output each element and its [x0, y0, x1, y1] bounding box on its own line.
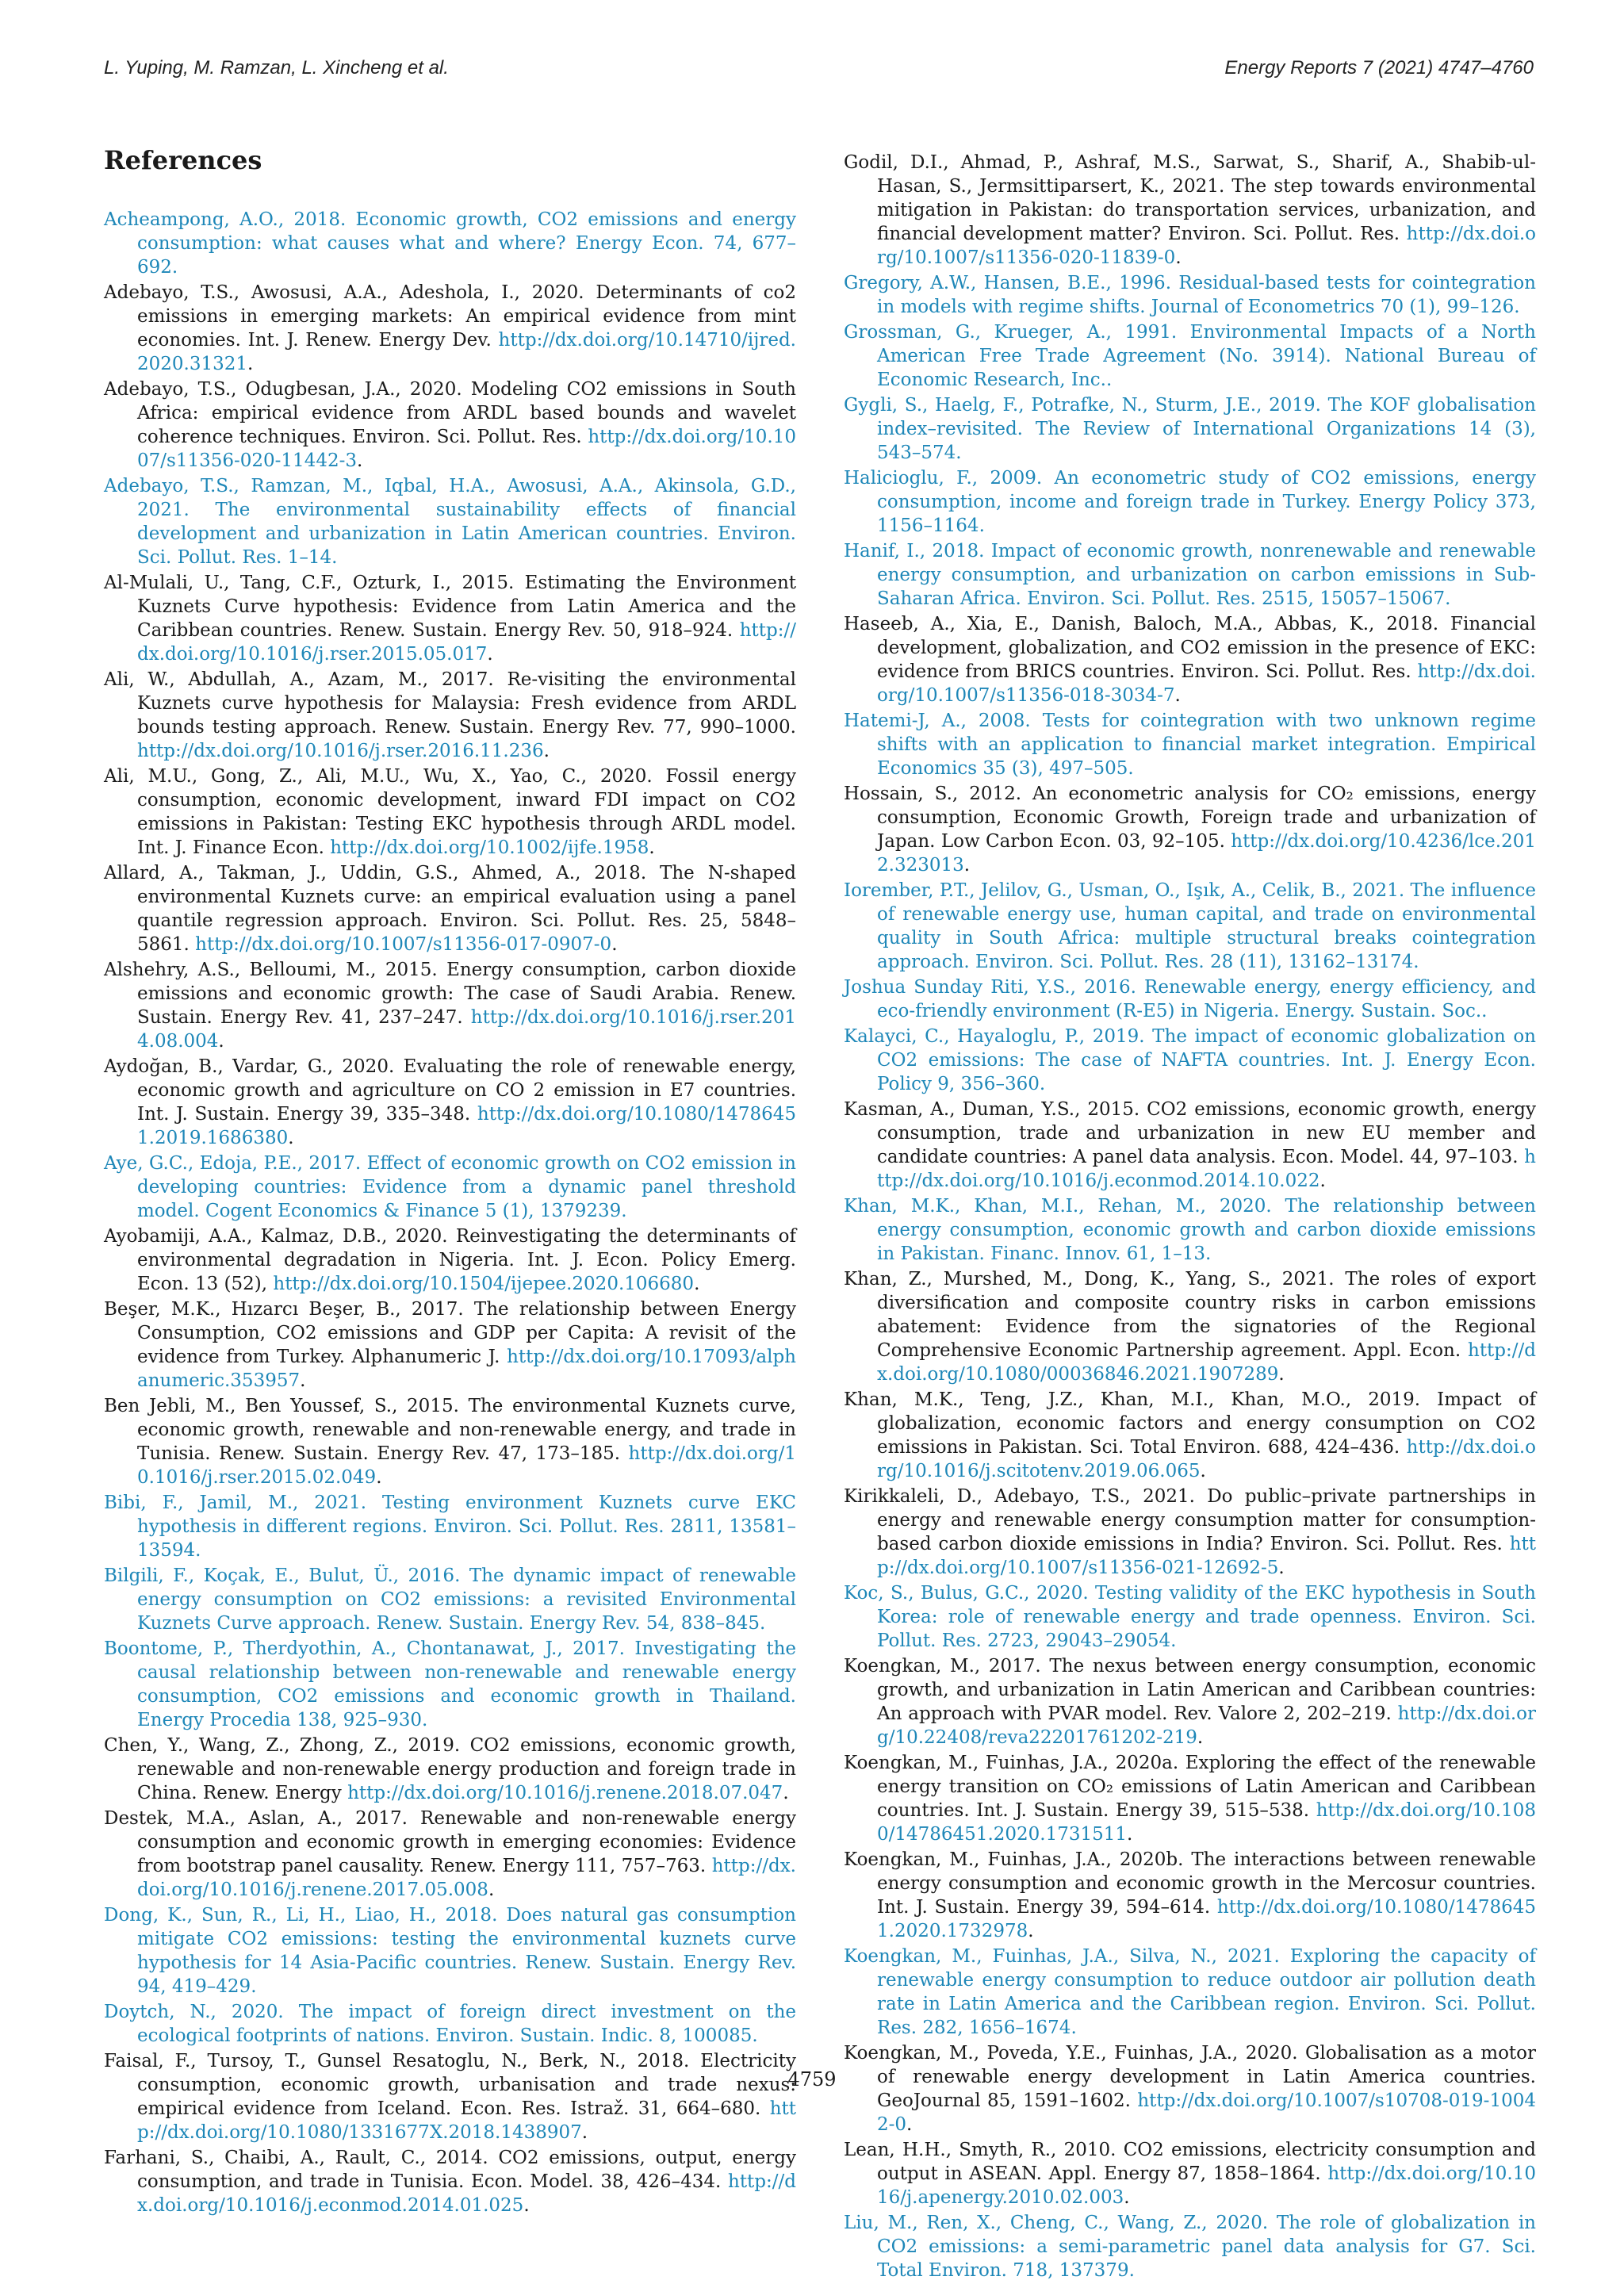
reference-text: Kasman, A., Duman, Y.S., 2015. CO2 emissions, economic growth, energy consumption, trade and urbanization in new EU member and candidate countries: A panel data analysis. Econ. Model. 44, 97–103. — [844, 1099, 1536, 1167]
reference-entry: Allard, A., Takman, J., Uddin, G.S., Ahmed, A., 2018. The N-shaped environmental Kuznets curve: an empirical evaluation using a panel quantile regression approach. Environ. Sci. Pollut. Res. 25, 5848–5861. http://dx.doi.org/10.1007/s11356-017-0907-0. — [104, 863, 796, 955]
reference-doi-link[interactable]: http://dx.doi.org/10.1080/14786451.2020.1731511 — [877, 1800, 1536, 1845]
reference-doi-link[interactable]: http://dx.doi.org/10.1007/s11356-020-11442-3 — [137, 427, 796, 471]
reference-doi-link[interactable]: http://dx.doi.org/10.1016/j.econmod.2014.01.025 — [137, 2171, 796, 2216]
reference-doi-link[interactable]: http://dx.doi.org/10.4236/lce.2012.323013 — [877, 831, 1536, 876]
running-header-journal: Energy Reports 7 (2021) 4747–4760 — [1224, 57, 1534, 79]
reference-text: Khan, Z., Murshed, M., Dong, K., Yang, S., 2021. The roles of export diversification and composite country risks in carbon emissions abatement: Evidence from the signatories of the Regional Comprehensive Economic Partnership agreement. Appl. Econ. — [844, 1269, 1536, 1361]
references-right-column — [844, 151, 1536, 2284]
reference-text: Iorember, P.T., Jelilov, G., Usman, O., Işık, A., Celik, B., 2021. The influence of renewable energy use, human capital, and trade on environmental quality in South Africa: multiple structural breaks cointegration approach. Environ. Sci. Pollut. Res. 28 (11), 13162–13174. — [844, 880, 1536, 972]
reference-doi-link[interactable]: http://dx.doi.org/10.1016/j.econmod.2014.10.022 — [877, 1147, 1536, 1191]
reference-doi-link[interactable]: http://dx.doi.org/10.1007/s11356-018-3034-7 — [877, 661, 1536, 706]
reference-entry: Faisal, F., Tursoy, T., Gunsel Resatoglu, N., Berk, N., 2018. Electricity consumption, economic growth, urbanisation and trade nexus: empirical evidence from Iceland. Econ. Res. Istraž. 31, 664–680. http://dx.doi.org/10.1080/1331677X.2018.1438907. — [104, 2051, 796, 2143]
reference-text: Halicioglu, F., 2009. An econometric study of CO2 emissions, energy consumption, income and foreign trade in Turkey. Energy Policy 373, 1156–1164. — [844, 468, 1536, 536]
reference-entry[interactable] — [844, 320, 1536, 392]
reference-entry: Adebayo, T.S., Odugbesan, J.A., 2020. Modeling CO2 emissions in South Africa: empirical evidence from ARDL based bounds and wavelet coherence techniques. Environ. Sci. Pollut. Res. http://dx.doi.org/10.1007/s11356-020-11442-3. — [104, 379, 796, 471]
reference-doi-link[interactable]: http://dx.doi.org/10.1016/j.renene.2018.07.047 — [347, 1783, 783, 1803]
reference-doi-link[interactable]: http://dx.doi.org/10.1016/j.renene.2017.05.008 — [137, 1856, 796, 1900]
reference-entry: Beşer, M.K., Hızarcı Beşer, B., 2017. The relationship between Energy Consumption, CO2 emissions and GDP per Capita: A revisit of the evidence from Turkey. Alphanumeric J. http://dx.doi.org/10.17093/alphanumeric.353957. — [104, 1299, 796, 1391]
reference-entry: Adebayo, T.S., Awosusi, A.A., Adeshola, I., 2020. Determinants of co2 emissions in emerging markets: An empirical evidence from mint economies. Int. J. Renew. Energy Dev. http://dx.doi.org/10.14710/ijred.2020.31321. — [104, 282, 796, 374]
reference-text: Bibi, F., Jamil, M., 2021. Testing environment Kuznets curve EKC hypothesis in different regions. Environ. Sci. Pollut. Res. 2811, 13581–13594. — [104, 1493, 796, 1561]
reference-doi-link[interactable]: http://dx.doi.org/10.1016/j.scitotenv.2019.06.065 — [877, 1437, 1536, 1481]
reference-text: Ben Jebli, M., Ben Youssef, S., 2015. The environmental Kuznets curve, economic growth, renewable and non-renewable energy, and trade in Tunisia. Renew. Sustain. Energy Rev. 47, 173–185. — [104, 1396, 796, 1464]
reference-text: Koengkan, M., 2017. The nexus between energy consumption, economic growth, and urbanization in Latin American and Caribbean countries: An approach with PVAR model. Rev. Valore 2, 202–219. — [844, 1656, 1536, 1724]
reference-entry: Koengkan, M., Poveda, Y.E., Fuinhas, J.A., 2020. Globalisation as a motor of renewable energy development in Latin America countries. GeoJournal 85, 1591–1602. http://dx.doi.org/10.1007/s10708-019-10042-0. — [844, 2043, 1536, 2135]
reference-doi-link[interactable]: http://dx.doi.org/10.1016/j.rser.2015.02.049 — [137, 1443, 796, 1488]
reference-text: Kirikkaleli, D., Adebayo, T.S., 2021. Do public–private partnerships in energy and renewable energy consumption matter for consumption-based carbon dioxide emissions in India? Environ. Sci. Pollut. Res. — [844, 1486, 1536, 1554]
reference-text: Faisal, F., Tursoy, T., Gunsel Resatoglu, N., Berk, N., 2018. Electricity consumption, economic growth, urbanisation and trade nexus: empirical evidence from Iceland. Econ. Res. Istraž. 31, 664–680. — [104, 2051, 796, 2119]
reference-text: Joshua Sunday Riti, Y.S., 2016. Renewable energy, energy efficiency, and eco-friendly environment (R-E5) in Nigeria. Energy. Sustain. Soc.. — [844, 977, 1536, 1021]
reference-entry: Ayobamiji, A.A., Kalmaz, D.B., 2020. Reinvestigating the determinants of environmental degradation in Nigeria. Int. J. Econ. Policy Emerg. Econ. 13 (52), http://dx.doi.org/10.1504/ijepee.2020.106680. — [104, 1226, 796, 1294]
reference-doi-link[interactable]: http://dx.doi.org/10.1016/j.rser.2015.05.017 — [137, 620, 796, 665]
reference-entry: Hossain, S., 2012. An econometric analysis for CO₂ emissions, energy consumption, Economic Growth, Foreign trade and urbanization of Japan. Low Carbon Econ. 03, 92–105. http://dx.doi.org/10.4236/lce.2012.323013. — [844, 784, 1536, 876]
reference-text: Koengkan, M., Fuinhas, J.A., Silva, N., 2021. Exploring the capacity of renewable energy consumption to reduce outdoor air pollution death rate in Latin America and the Caribbean region. Environ. Sci. Pollut. Res. 282, 1656–1674. — [844, 1946, 1536, 2038]
reference-doi-link[interactable]: http://dx.doi.org/10.1504/ijepee.2020.106680 — [273, 1274, 695, 1294]
reference-text: Kalayci, C., Hayaloglu, P., 2019. The impact of economic globalization on CO2 emissions: The case of NAFTA countries. Int. J. Energy Econ. Policy 9, 356–360. — [844, 1026, 1536, 1094]
reference-entry: Destek, M.A., Aslan, A., 2017. Renewable and non-renewable energy consumption and economic growth in emerging economies: Evidence from bootstrap panel causality. Renew. Energy 111, 757–763. http://dx.doi.org/10.1016/j.renene.2017.05.008. — [104, 1808, 796, 1900]
reference-text: Farhani, S., Chaibi, A., Rault, C., 2014. CO2 emissions, output, energy consumption, and trade in Tunisia. Econ. Model. 38, 426–434. — [104, 2148, 796, 2192]
reference-doi-link[interactable]: http://dx.doi.org/10.1080/14786451.2020.1732978 — [877, 1897, 1536, 1941]
reference-entry[interactable] — [844, 393, 1536, 465]
reference-text: Adebayo, T.S., Awosusi, A.A., Adeshola, I., 2020. Determinants of co2 emissions in emerging markets: An empirical evidence from mint economies. Int. J. Renew. Energy Dev. — [104, 282, 796, 351]
reference-doi-link[interactable]: http://dx.doi.org/10.1007/s11356-021-12692-5 — [877, 1534, 1536, 1578]
reference-entry: Ali, M.U., Gong, Z., Ali, M.U., Wu, X., Yao, C., 2020. Fossil energy consumption, economic development, inward FDI impact on CO2 emissions in Pakistan: Testing EKC hypothesis through ARDL model. Int. J. Finance Econ. http://dx.doi.org/10.1002/ijfe.1958. — [104, 766, 796, 858]
reference-entry: Godil, D.I., Ahmad, P., Ashraf, M.S., Sarwat, S., Sharif, A., Shabib-ul-Hasan, S., Jermsittiparsert, K., 2021. The step towards environmental mitigation in Pakistan: do transportation services, urbanization, and financial development matter? Environ. Sci. Pollut. Res. http://dx.doi.org/10.1007/s11356-020-11839-0. — [844, 152, 1536, 268]
reference-text: Beşer, M.K., Hızarcı Beşer, B., 2017. The relationship between Energy Consumption, CO2 emissions and GDP per Capita: A revisit of the evidence from Turkey. Alphanumeric J. — [104, 1299, 796, 1367]
reference-entry[interactable] — [104, 1903, 796, 1998]
reference-doi-link[interactable]: http://dx.doi.org/10.1007/s11356-020-11839-0 — [877, 224, 1536, 268]
reference-text: Hossain, S., 2012. An econometric analysis for CO₂ emissions, energy consumption, Economic Growth, Foreign trade and urbanization of Japan. Low Carbon Econ. 03, 92–105. — [844, 784, 1536, 852]
reference-entry[interactable] — [844, 975, 1536, 1023]
reference-entry: Khan, Z., Murshed, M., Dong, K., Yang, S., 2021. The roles of export diversification and composite country risks in carbon emissions abatement: Evidence from the signatories of the Regional Comprehensive Economic Partnership agreement. Appl. Econ. http://dx.doi.org/10.1080/00036846.2021.1907289. — [844, 1269, 1536, 1385]
reference-text: Aydoğan, B., Vardar, G., 2020. Evaluating the role of renewable energy, economic growth and agriculture on CO 2 emission in E7 countries. Int. J. Sustain. Energy 39, 335–348. — [104, 1056, 796, 1125]
reference-text: Adebayo, T.S., Odugbesan, J.A., 2020. Modeling CO2 emissions in South Africa: empirical evidence from ARDL based bounds and wavelet coherence techniques. Environ. Sci. Pollut. Res. — [104, 379, 796, 447]
reference-text: Godil, D.I., Ahmad, P., Ashraf, M.S., Sarwat, S., Sharif, A., Shabib-ul-Hasan, S., Jermsittiparsert, K., 2021. The step towards environmental mitigation in Pakistan: do transportation services, urbanization, and financial development matter? Environ. Sci. Pollut. Res. — [844, 152, 1536, 244]
reference-text: Allard, A., Takman, J., Uddin, G.S., Ahmed, A., 2018. The N-shaped environmental Kuznets curve: an empirical evaluation using a panel quantile regression approach. Environ. Sci. Pollut. Res. 25, 5848–5861. — [104, 863, 796, 955]
reference-entry[interactable] — [844, 709, 1536, 780]
reference-entry[interactable] — [844, 1945, 1536, 2040]
reference-doi-link[interactable]: http://dx.doi.org/10.1016/j.rser.2014.08.004 — [137, 1007, 796, 1052]
reference-text: Ali, M.U., Gong, Z., Ali, M.U., Wu, X., Yao, C., 2020. Fossil energy consumption, economic development, inward FDI impact on CO2 emissions in Pakistan: Testing EKC hypothesis through ARDL model. Int. J. Finance Econ. — [104, 766, 796, 858]
reference-entry[interactable] — [844, 1194, 1536, 1266]
reference-text: Koengkan, M., Poveda, Y.E., Fuinhas, J.A., 2020. Globalisation as a motor of renewable energy development in Latin America countries. GeoJournal 85, 1591–1602. — [844, 2043, 1536, 2111]
reference-text: Ali, W., Abdullah, A., Azam, M., 2017. Re-visiting the environmental Kuznets curve hypothesis for Malaysia: Fresh evidence from ARDL bounds testing approach. Renew. Sustain. Energy Rev. 77, 990–1000. — [104, 669, 796, 738]
reference-entry[interactable] — [104, 1152, 796, 1223]
reference-doi-link[interactable]: http://dx.doi.org/10.1016/j.rser.2016.11.236 — [137, 741, 544, 761]
reference-entry: Ben Jebli, M., Ben Youssef, S., 2015. The environmental Kuznets curve, economic growth, renewable and non-renewable energy, and trade in Tunisia. Renew. Sustain. Energy Rev. 47, 173–185. http://dx.doi.org/10.1016/j.rser.2015.02.049. — [104, 1396, 796, 1488]
reference-doi-link[interactable]: http://dx.doi.org/10.1007/s10708-019-10042-0 — [877, 2090, 1536, 2135]
reference-doi-link[interactable]: http://dx.doi.org/10.22408/reva22201761202-219 — [877, 1703, 1536, 1748]
reference-text: Doytch, N., 2020. The impact of foreign direct investment on the ecological footprints of nations. Environ. Sustain. Indic. 8, 100085. — [104, 2002, 796, 2046]
reference-text: Dong, K., Sun, R., Li, H., Liao, H., 2018. Does natural gas consumption mitigate CO2 emissions: testing the environmental kuznets curve hypothesis for 14 Asia-Pacific countries. Renew. Sustain. Energy Rev. 94, 419–429. — [104, 1905, 796, 1997]
reference-doi-link[interactable]: http://dx.doi.org/10.1080/00036846.2021.1907289 — [877, 1340, 1536, 1385]
reference-text: Khan, M.K., Teng, J.Z., Khan, M.I., Khan, M.O., 2019. Impact of globalization, economic factors and energy consumption on CO2 emissions in Pakistan. Sci. Total Environ. 688, 424–436. — [844, 1389, 1536, 1458]
reference-doi-link[interactable]: http://dx.doi.org/10.14710/ijred.2020.31321 — [137, 330, 796, 374]
reference-entry[interactable] — [844, 879, 1536, 974]
reference-text: Haseeb, A., Xia, E., Danish, Baloch, M.A., Abbas, K., 2018. Financial development, globalization, and CO2 emission in the presence of EKC: evidence from BRICS countries. Environ. Sci. Pollut. Res. — [844, 614, 1536, 682]
reference-text: Koengkan, M., Fuinhas, J.A., 2020b. The interactions between renewable energy consumption and economic growth in the Mercosur countries. Int. J. Sustain. Energy 39, 594–614. — [844, 1849, 1536, 1918]
reference-entry[interactable] — [844, 2211, 1536, 2282]
reference-entry[interactable] — [844, 1581, 1536, 1653]
reference-entry[interactable] — [104, 1564, 796, 1635]
reference-text: Khan, M.K., Khan, M.I., Rehan, M., 2020. The relationship between energy consumption, economic growth and carbon dioxide emissions in Pakistan. Financ. Innov. 61, 1–13. — [844, 1196, 1536, 1264]
reference-entry[interactable] — [844, 271, 1536, 319]
reference-text: Boontome, P., Therdyothin, A., Chontanawat, J., 2017. Investigating the causal relationship between non-renewable and renewable energy consumption, CO2 emissions and economic growth in Thailand. Energy Procedia 138, 925–930. — [104, 1638, 796, 1730]
reference-text: Ayobamiji, A.A., Kalmaz, D.B., 2020. Reinvestigating the determinants of environmental degradation in Nigeria. Int. J. Econ. Policy Emerg. Econ. 13 (52), — [104, 1226, 796, 1294]
reference-doi-link[interactable]: http://dx.doi.org/10.1080/14786451.2019.1686380 — [137, 1104, 796, 1148]
reference-entry: Al-Mulali, U., Tang, C.F., Ozturk, I., 2015. Estimating the Environment Kuznets Curve hypothesis: Evidence from Latin America and the Caribbean countries. Renew. Sustain. Energy Rev. 50, 918–924. http://dx.doi.org/10.1016/j.rser.2015.05.017. — [104, 573, 796, 665]
reference-entry: Ali, W., Abdullah, A., Azam, M., 2017. Re-visiting the environmental Kuznets curve hypothesis for Malaysia: Fresh evidence from ARDL bounds testing approach. Renew. Sustain. Energy Rev. 77, 990–1000. http://dx.doi.org/10.1016/j.rser.2016.11.236. — [104, 669, 796, 761]
reference-text: Koengkan, M., Fuinhas, J.A., 2020a. Exploring the effect of the renewable energy transition on CO₂ emissions of Latin American and Caribbean countries. Int. J. Sustain. Energy 39, 515–538. — [844, 1753, 1536, 1821]
reference-text: Chen, Y., Wang, Z., Zhong, Z., 2019. CO2 emissions, economic growth, renewable and non-renewable energy production and foreign trade in China. Renew. Energy — [104, 1735, 796, 1803]
reference-entry: Chen, Y., Wang, Z., Zhong, Z., 2019. CO2 emissions, economic growth, renewable and non-renewable energy production and foreign trade in China. Renew. Energy http://dx.doi.org/10.1016/j.renene.2018.07.047. — [104, 1735, 796, 1803]
reference-entry[interactable] — [844, 1025, 1536, 1096]
reference-doi-link[interactable]: http://dx.doi.org/10.1016/j.apenergy.2010.02.003 — [877, 2163, 1536, 2208]
reference-doi-link[interactable]: http://dx.doi.org/10.17093/alphanumeric.353957 — [137, 1347, 796, 1391]
reference-entry[interactable] — [104, 1491, 796, 1562]
reference-text: Aye, G.C., Edoja, P.E., 2017. Effect of economic growth on CO2 emission in developing countries: Evidence from a dynamic panel threshold model. Cogent Economics & Finance 5 (1), 1379239. — [104, 1153, 796, 1221]
reference-text: Hatemi-J, A., 2008. Tests for cointegration with two unknown regime shifts with an application to financial market integration. Empirical Economics 35 (3), 497–505. — [844, 711, 1536, 779]
reference-entry[interactable] — [104, 1637, 796, 1732]
reference-entry[interactable] — [104, 208, 796, 279]
reference-text: Al-Mulali, U., Tang, C.F., Ozturk, I., 2015. Estimating the Environment Kuznets Curve hypothesis: Evidence from Latin America and the Caribbean countries. Renew. Sustain. Energy Rev. 50, 918–924. — [104, 573, 796, 641]
reference-text: Destek, M.A., Aslan, A., 2017. Renewable and non-renewable energy consumption and economic growth in emerging economies: Evidence from bootstrap panel causality. Renew. Energy 111, 757–763. — [104, 1808, 796, 1876]
reference-entry: Koengkan, M., Fuinhas, J.A., 2020b. The interactions between renewable energy consumption and economic growth in the Mercosur countries. Int. J. Sustain. Energy 39, 594–614. http://dx.doi.org/10.1080/14786451.2020.1732978. — [844, 1849, 1536, 1941]
reference-entry: Farhani, S., Chaibi, A., Rault, C., 2014. CO2 emissions, output, energy consumption, and trade in Tunisia. Econ. Model. 38, 426–434. http://dx.doi.org/10.1016/j.econmod.2014.01.025. — [104, 2148, 796, 2216]
reference-entry: Alshehry, A.S., Belloumi, M., 2015. Energy consumption, carbon dioxide emissions and economic growth: The case of Saudi Arabia. Renew. Sustain. Energy Rev. 41, 237–247. http://dx.doi.org/10.1016/j.rser.2014.08.004. — [104, 960, 796, 1052]
reference-text: Liu, M., Ren, X., Cheng, C., Wang, Z., 2020. The role of globalization in CO2 emissions: a semi-parametric panel data analysis for G7. Sci. Total Environ. 718, 137379. — [844, 2213, 1536, 2281]
page-number: 4759 — [787, 2068, 837, 2090]
references-left-column — [104, 208, 796, 2219]
reference-text: Grossman, G., Krueger, A., 1991. Environmental Impacts of a North American Free Trade Agreement (No. 3914). National Bureau of Economic Research, Inc.. — [844, 322, 1536, 390]
reference-doi-link[interactable]: http://dx.doi.org/10.1007/s11356-017-0907-0 — [195, 934, 612, 955]
reference-text: Adebayo, T.S., Ramzan, M., Iqbal, H.A., Awosusi, A.A., Akinsola, G.D., 2021. The environmental sustainability effects of financial development and urbanization in Latin American countries. Environ. Sci. Pollut. Res. 1–14. — [104, 476, 796, 568]
reference-entry: Kirikkaleli, D., Adebayo, T.S., 2021. Do public–private partnerships in energy and renewable energy consumption matter for consumption-based carbon dioxide emissions in India? Environ. Sci. Pollut. Res. http://dx.doi.org/10.1007/s11356-021-12692-5. — [844, 1486, 1536, 1578]
reference-text: Alshehry, A.S., Belloumi, M., 2015. Energy consumption, carbon dioxide emissions and economic growth: The case of Saudi Arabia. Renew. Sustain. Energy Rev. 41, 237–247. — [104, 960, 796, 1028]
reference-entry[interactable] — [104, 474, 796, 569]
reference-text: Gygli, S., Haelg, F., Potrafke, N., Sturm, J.E., 2019. The KOF globalisation index–revisited. The Review of International Organizations 14 (3), 543–574. — [844, 395, 1536, 463]
reference-entry: Lean, H.H., Smyth, R., 2010. CO2 emissions, electricity consumption and output in ASEAN. Appl. Energy 87, 1858–1864. http://dx.doi.org/10.1016/j.apenergy.2010.02.003. — [844, 2140, 1536, 2208]
reference-entry: Haseeb, A., Xia, E., Danish, Baloch, M.A., Abbas, K., 2018. Financial development, globalization, and CO2 emission in the presence of EKC: evidence from BRICS countries. Environ. Sci. Pollut. Res. http://dx.doi.org/10.1007/s11356-018-3034-7. — [844, 614, 1536, 706]
reference-entry: Koengkan, M., Fuinhas, J.A., 2020a. Exploring the effect of the renewable energy transition on CO₂ emissions of Latin American and Caribbean countries. Int. J. Sustain. Energy 39, 515–538. http://dx.doi.org/10.1080/14786451.2020.1731511. — [844, 1753, 1536, 1845]
reference-text: Koc, S., Bulus, G.C., 2020. Testing validity of the EKC hypothesis in South Korea: role of renewable energy and trade openness. Environ. Sci. Pollut. Res. 2723, 29043–29054. — [844, 1583, 1536, 1651]
running-header-authors: L. Yuping, M. Ramzan, L. Xincheng et al. — [104, 57, 449, 79]
reference-entry[interactable] — [844, 539, 1536, 611]
reference-text: Bilgili, F., Koçak, E., Bulut, Ü., 2016. The dynamic impact of renewable energy consumption on CO2 emissions: a revisited Environmental Kuznets Curve approach. Renew. Sustain. Energy Rev. 54, 838–845. — [104, 1565, 796, 1634]
reference-entry: Aydoğan, B., Vardar, G., 2020. Evaluating the role of renewable energy, economic growth and agriculture on CO 2 emission in E7 countries. Int. J. Sustain. Energy 39, 335–348. http://dx.doi.org/10.1080/14786451.2019.1686380. — [104, 1056, 796, 1148]
reference-entry: Khan, M.K., Teng, J.Z., Khan, M.I., Khan, M.O., 2019. Impact of globalization, economic factors and energy consumption on CO2 emissions in Pakistan. Sci. Total Environ. 688, 424–436. http://dx.doi.org/10.1016/j.scitotenv.2019.06.065. — [844, 1389, 1536, 1481]
reference-entry[interactable] — [844, 466, 1536, 538]
reference-entry: Kasman, A., Duman, Y.S., 2015. CO2 emissions, economic growth, energy consumption, trade and urbanization in new EU member and candidate countries: A panel data analysis. Econ. Model. 44, 97–103. http://dx.doi.org/10.1016/j.econmod.2014.10.022. — [844, 1099, 1536, 1191]
reference-text: Hanif, I., 2018. Impact of economic growth, nonrenewable and renewable energy consumption, and urbanization on carbon emissions in Sub-Saharan Africa. Environ. Sci. Pollut. Res. 2515, 15057–15067. — [844, 541, 1536, 609]
reference-text: Lean, H.H., Smyth, R., 2010. CO2 emissions, electricity consumption and output in ASEAN. Appl. Energy 87, 1858–1864. — [844, 2140, 1536, 2184]
reference-text: Acheampong, A.O., 2018. Economic growth, CO2 emissions and energy consumption: what causes what and where? Energy Econ. 74, 677–692. — [104, 209, 796, 278]
reference-entry: Koengkan, M., 2017. The nexus between energy consumption, economic growth, and urbanization in Latin American and Caribbean countries: An approach with PVAR model. Rev. Valore 2, 202–219. http://dx.doi.org/10.22408/reva22201761202-219. — [844, 1656, 1536, 1748]
references-heading: References — [104, 145, 262, 175]
reference-entry[interactable] — [104, 2000, 796, 2048]
reference-doi-link[interactable]: http://dx.doi.org/10.1002/ijfe.1958 — [330, 837, 649, 858]
reference-doi-link[interactable]: http://dx.doi.org/10.1080/1331677X.2018.1438907 — [137, 2098, 796, 2143]
reference-text: Gregory, A.W., Hansen, B.E., 1996. Residual-based tests for cointegration in models with regime shifts. Journal of Econometrics 70 (1), 99–126. — [844, 273, 1536, 317]
